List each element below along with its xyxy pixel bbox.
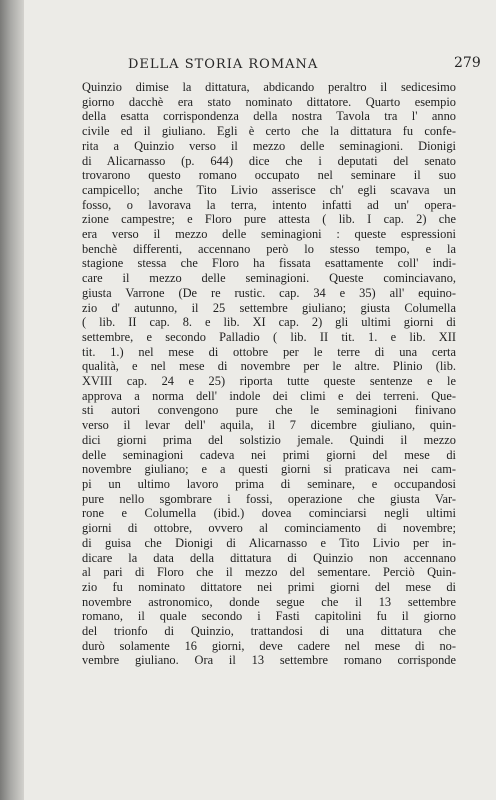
text-line: campicello; anche Tito Livio asserisce ch' egli scavava un — [82, 182, 456, 197]
text-line: di guisa che Dionigi di Alicarnasso e Tito Livio per in- — [82, 535, 456, 550]
text-line: zione campestre; e Floro pure attesta ( lib. I cap. 2) che — [82, 212, 456, 227]
page-number: 279 — [454, 55, 481, 71]
text-line: civile ed il giuliano. Egli è certo che la dittatura fu confe- — [82, 124, 456, 139]
text-line: rone e Columella (ibid.) dovea cominciarsi negli ultimi — [82, 506, 456, 521]
text-line: verso il levar dell' aquila, il 7 dicembre giuliano, quin- — [82, 418, 456, 433]
text-line: giusta Varrone (De re rustic. cap. 34 e 35) all' equino- — [82, 285, 456, 300]
text-line: al pari di Floro che il mezzo del sementare. Perciò Quin- — [82, 565, 456, 580]
text-line: giorno dacchè era stato nominato dittatore. Quarto esempio — [82, 94, 456, 109]
text-line: romano, il quale secondo i Fasti capitolini fu il giorno — [82, 609, 456, 624]
text-line: XVIII cap. 24 e 25) riporta tutte queste sentenze e le — [82, 374, 456, 389]
text-line: Quinzio dimise la dittatura, abdicando peraltro il sedicesimo — [82, 80, 456, 94]
text-line: benchè differenti, accennano però lo stesso tempo, e la — [82, 241, 456, 256]
text-line: giorni di ottobre, ovvero al cominciamento di novembre; — [82, 521, 456, 536]
book-gutter-shadow — [0, 0, 24, 800]
running-title: DELLA STORIA ROMANA — [128, 57, 319, 72]
text-line: approva a norma dell' indole dei climi e dei terreni. Que- — [82, 388, 456, 403]
text-line: novembre astronomico, donde segue che il 13 settembre — [82, 594, 456, 609]
text-line: care il mezzo delle seminagioni. Queste cominciavano, — [82, 271, 456, 286]
text-line: dici giorni prima del solstizio jemale. Quindi il mezzo — [82, 432, 456, 447]
text-line: novembre giuliano; e a questi giorni si praticava nei cam- — [82, 462, 456, 477]
text-line: tit. 1.) nel mese di ottobre per le terre di una certa — [82, 344, 456, 359]
text-line: rita a Quinzio verso il mezzo delle seminagioni. Dionigi — [82, 138, 456, 153]
text-line: dicare la data della dittatura di Quinzio non accennano — [82, 550, 456, 565]
text-line: zio d' autunno, il 25 settembre giuliano; giusta Columella — [82, 300, 456, 315]
text-line: delle seminagioni cadeva nei primi giorni del mese di — [82, 447, 456, 462]
text-line: fosso, o lavorava la terra, intento infatti ad un' opera- — [82, 197, 456, 212]
text-line: durò solamente 16 giorni, deve cadere nel mese di no- — [82, 638, 456, 653]
text-line: trovarono questo romano occupato nel seminare il suo — [82, 168, 456, 183]
text-line: stagione stessa che Floro ha fissata esattamente coll' indi- — [82, 256, 456, 271]
text-line: qualità, e nel mese di novembre per le altre. Plinio (lib. — [82, 359, 456, 374]
text-line: zio fu nominato dittatore nei primi giorni del mese di — [82, 579, 456, 594]
text-line: della esatta corrispondenza della nostra Tavola tra l' anno — [82, 109, 456, 124]
text-line: del trionfo di Quinzio, trattandosi di una dittatura che — [82, 624, 456, 639]
text-line: sti autori convengono pure che le seminagioni finivano — [82, 403, 456, 418]
text-line: vembre giuliano. Ora il 13 settembre romano corrisponde — [82, 653, 456, 668]
text-line: ( lib. II cap. 8. e lib. XI cap. 2) gli ultimi giorni di — [82, 315, 456, 330]
text-line: pi un ultimo lavoro prima di seminare, e occupandosi — [82, 476, 456, 491]
body-text — [82, 80, 456, 668]
text-line: settembre, e secondo Palladio ( lib. II tit. 1. e lib. XII — [82, 329, 456, 344]
text-line: pure nello sgombrare i fossi, operazione che giusta Var- — [82, 491, 456, 506]
text-line: era verso il mezzo delle seminagioni : queste espressioni — [82, 227, 456, 242]
text-line: di Alicarnasso (p. 644) dice che i deputati del senato — [82, 153, 456, 168]
